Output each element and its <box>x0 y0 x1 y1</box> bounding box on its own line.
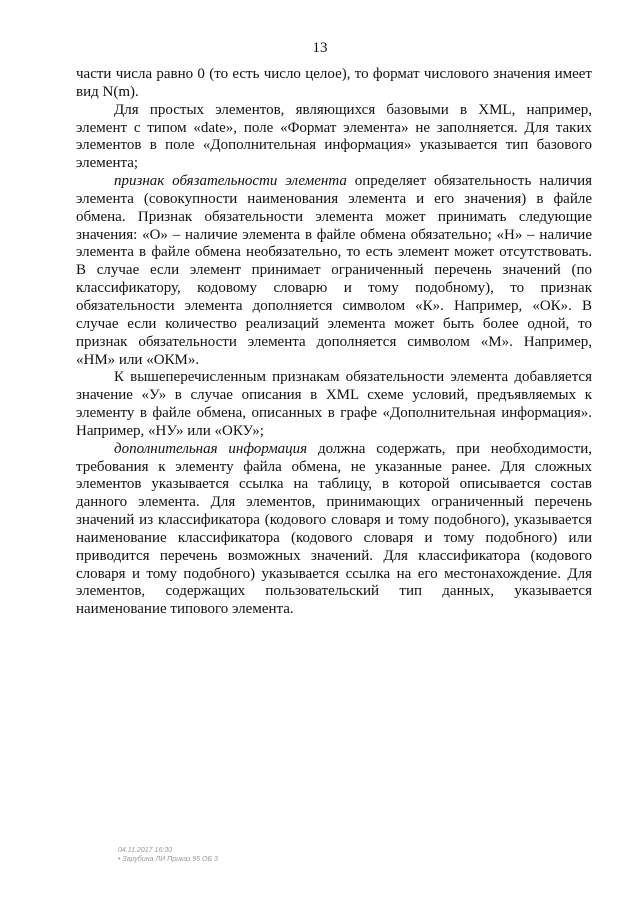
text-line: значений из классификатора (кодового словаря и тому подобного), указывается <box>76 512 592 529</box>
text-line: обмена. Признак обязательности элемента может принимать следующие <box>76 208 592 225</box>
text-line: вид N(m). <box>76 83 139 100</box>
document-footer <box>118 846 218 864</box>
footer-timestamp: 04.11.2017 16:30 <box>118 847 172 854</box>
text-line: элемента (совокупности наименования элемента и его значения) в файле <box>76 190 592 207</box>
text-line: элемента в файле обмена необязательно, то есть элемент может отсутствовать. <box>76 244 592 261</box>
text-line: элемента; <box>76 155 139 172</box>
text-line: данного элемента. Для элементов, принимающих ограниченный перечень <box>76 494 592 511</box>
text-line: элементов указывается ссылка на таблицу, в которой описывается состав <box>76 476 592 493</box>
page-number: 13 <box>312 40 328 56</box>
text-line: элемент с типом «date», поле «Формат элемента» не заполняется. Для таких <box>76 119 592 136</box>
text-line: признак обязательности элемента дополняется символом «М». Например, <box>76 333 592 350</box>
paragraph-first-line <box>76 173 592 191</box>
text-line: классификатору, кодовому словарю и тому подобному), то признак <box>76 280 592 297</box>
text-line: элементов, содержащих пользовательский тип данных, указывается <box>76 583 592 600</box>
text-line: части числа равно 0 (то есть число целое), то формат числового значения имеет <box>76 66 592 82</box>
text-line: «НМ» или «ОКМ». <box>76 351 200 368</box>
paragraph-first-line <box>76 441 592 459</box>
text-line: словаря и тому подобного) указывается ссылка на его местонахождение. Для <box>76 565 592 582</box>
text-line: элементов в поле «Дополнительная информация» указывается тип базового <box>76 137 592 154</box>
footer-reference: • Зарубина ЛИ Приказ 95 ОБ 3 <box>118 856 218 863</box>
term-additional-info: дополнительная информация <box>114 440 308 457</box>
text-line: Например, «НУ» или «ОКУ»; <box>76 422 264 439</box>
paragraph-first-line: К вышеперечисленным признакам обязательности элемента добавляется <box>114 369 592 386</box>
text-line: случае если количество реализаций элемента может быть более одной, то <box>76 315 592 332</box>
text-line: наименование классификатора (кодового словаря и тому подобного) или <box>76 529 592 546</box>
text-fragment: определяет обязательность наличия <box>354 173 592 190</box>
text-line: наименование типового элемента. <box>76 601 294 618</box>
paragraph-first-line: Для простых элементов, являющихся базовыми в XML, например, <box>114 101 592 118</box>
text-line: требования к элементу файла обмена, не указанные ранее. Для сложных <box>76 458 592 475</box>
document-body <box>76 66 592 619</box>
text-line: элементу в файле обмена, описанных в графе «Дополнительная информация». <box>76 405 592 422</box>
text-line: обязательности элемента дополняется символом «К». Например, «ОК». В <box>76 297 592 314</box>
text-line: приводится перечень возможных значений. Для классификатора (кодового <box>76 547 592 564</box>
text-fragment: должна содержать, при необходимости, <box>317 440 593 457</box>
term-obligatory-sign: признак обязательности элемента <box>114 173 347 190</box>
text-line: значение «У» в случае описания в XML схеме условий, предъявляемых к <box>76 387 592 404</box>
text-line: В случае если элемент принимает ограниченный перечень значений (по <box>76 262 592 279</box>
text-line: значения: «О» – наличие элемента в файле обмена обязательно; «Н» – наличие <box>76 226 592 243</box>
